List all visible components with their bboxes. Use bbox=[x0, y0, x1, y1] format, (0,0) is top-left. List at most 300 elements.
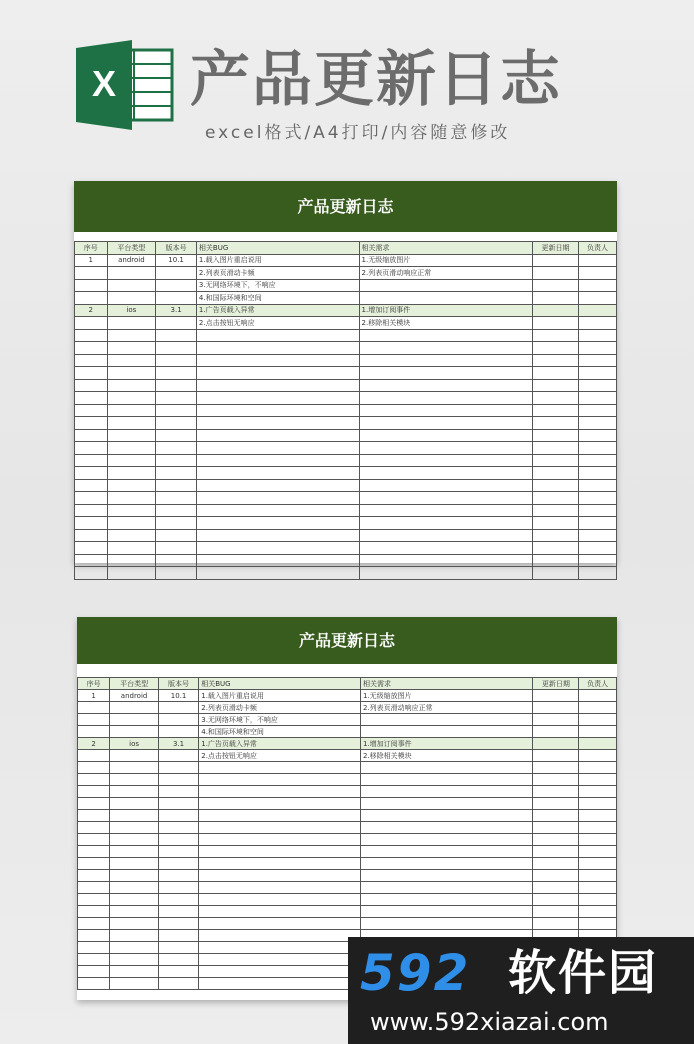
table-cell bbox=[579, 454, 617, 467]
table-cell bbox=[579, 392, 617, 405]
column-header: 序号 bbox=[78, 678, 110, 690]
table-cell bbox=[532, 342, 578, 355]
table-row bbox=[78, 702, 617, 714]
table-cell bbox=[107, 354, 156, 367]
table-cell bbox=[107, 417, 156, 430]
table-cell bbox=[196, 517, 359, 530]
table-cell bbox=[199, 846, 361, 858]
table-cell: android bbox=[110, 690, 159, 702]
table-cell bbox=[579, 567, 617, 580]
table-cell bbox=[199, 954, 361, 966]
empty-row bbox=[75, 454, 617, 467]
table-cell bbox=[199, 834, 361, 846]
sheet-title: 产品更新日志 bbox=[74, 181, 617, 232]
table-cell: 3.1 bbox=[156, 304, 197, 317]
table-cell bbox=[75, 542, 108, 555]
table-cell: 10.1 bbox=[158, 690, 198, 702]
table-cell bbox=[107, 429, 156, 442]
table-cell: 1.增加订阅事件 bbox=[360, 738, 532, 750]
table-cell bbox=[107, 292, 156, 305]
table-cell bbox=[110, 810, 159, 822]
table-cell: 2.列表页滑动响应正常 bbox=[359, 267, 532, 280]
table-cell bbox=[75, 354, 108, 367]
table-cell bbox=[156, 504, 197, 517]
table-row bbox=[75, 292, 617, 305]
table-cell bbox=[75, 567, 108, 580]
table-cell bbox=[78, 906, 110, 918]
table-cell bbox=[196, 442, 359, 455]
table-cell bbox=[579, 529, 617, 542]
table-cell bbox=[158, 894, 198, 906]
table-cell bbox=[78, 810, 110, 822]
empty-row bbox=[75, 342, 617, 355]
table-cell bbox=[359, 442, 532, 455]
table-cell bbox=[199, 810, 361, 822]
table-cell bbox=[75, 279, 108, 292]
table-cell bbox=[75, 392, 108, 405]
table-cell bbox=[532, 392, 578, 405]
table-cell bbox=[579, 367, 617, 380]
table-cell bbox=[360, 918, 532, 930]
empty-row bbox=[78, 834, 617, 846]
table-cell bbox=[156, 479, 197, 492]
table-cell bbox=[359, 567, 532, 580]
table-row bbox=[78, 750, 617, 762]
table-cell bbox=[196, 554, 359, 567]
table-cell: 1 bbox=[75, 254, 108, 267]
table-cell bbox=[533, 750, 579, 762]
table-cell: 1.载入图片重启说用 bbox=[196, 254, 359, 267]
table-cell bbox=[532, 367, 578, 380]
table-cell bbox=[196, 329, 359, 342]
table-cell: 2 bbox=[75, 304, 108, 317]
table-cell bbox=[107, 454, 156, 467]
table-cell bbox=[533, 834, 579, 846]
table-cell bbox=[78, 894, 110, 906]
table-cell bbox=[158, 834, 198, 846]
table-cell bbox=[110, 714, 159, 726]
table-cell bbox=[110, 726, 159, 738]
empty-row bbox=[75, 354, 617, 367]
table-cell bbox=[110, 918, 159, 930]
brand-url: www.592xiazai.com bbox=[370, 1008, 609, 1036]
empty-row bbox=[75, 504, 617, 517]
empty-row bbox=[78, 906, 617, 918]
empty-row bbox=[75, 379, 617, 392]
table-cell: 3.1 bbox=[158, 738, 198, 750]
table-cell bbox=[75, 492, 108, 505]
table-cell bbox=[359, 379, 532, 392]
page-subtitle: excel格式/A4打印/内容随意修改 bbox=[205, 123, 511, 143]
table-cell bbox=[156, 279, 197, 292]
table-cell bbox=[156, 329, 197, 342]
table-cell bbox=[78, 822, 110, 834]
table-row bbox=[78, 714, 617, 726]
table-cell bbox=[75, 529, 108, 542]
table-cell bbox=[78, 942, 110, 954]
table-cell bbox=[579, 846, 617, 858]
column-header: 相关需求 bbox=[359, 242, 532, 255]
table-cell bbox=[359, 454, 532, 467]
empty-row bbox=[78, 918, 617, 930]
table-cell bbox=[359, 517, 532, 530]
table-cell bbox=[196, 354, 359, 367]
table-cell bbox=[579, 417, 617, 430]
table-cell bbox=[533, 858, 579, 870]
table-cell bbox=[196, 504, 359, 517]
table-cell bbox=[532, 467, 578, 480]
table-cell bbox=[533, 810, 579, 822]
empty-row bbox=[78, 894, 617, 906]
table-cell bbox=[532, 317, 578, 330]
table-cell bbox=[156, 354, 197, 367]
table-cell bbox=[579, 870, 617, 882]
table-cell bbox=[579, 786, 617, 798]
table-cell bbox=[110, 930, 159, 942]
table-cell bbox=[158, 822, 198, 834]
empty-row bbox=[75, 329, 617, 342]
table-cell bbox=[359, 392, 532, 405]
table-cell bbox=[78, 786, 110, 798]
table-cell bbox=[196, 367, 359, 380]
table-cell bbox=[579, 918, 617, 930]
table-cell bbox=[532, 354, 578, 367]
table-cell bbox=[156, 392, 197, 405]
table-cell bbox=[107, 342, 156, 355]
column-header: 平台类型 bbox=[107, 242, 156, 255]
table-cell bbox=[579, 798, 617, 810]
table-cell bbox=[78, 882, 110, 894]
table-cell bbox=[75, 517, 108, 530]
table-cell bbox=[196, 404, 359, 417]
table-cell bbox=[75, 342, 108, 355]
table-cell bbox=[107, 329, 156, 342]
table-cell bbox=[532, 554, 578, 567]
table-cell bbox=[199, 966, 361, 978]
table-cell bbox=[75, 554, 108, 567]
table-cell bbox=[156, 492, 197, 505]
sheet-title: 产品更新日志 bbox=[77, 617, 617, 664]
table-cell bbox=[533, 786, 579, 798]
table-cell bbox=[196, 542, 359, 555]
table-cell bbox=[156, 342, 197, 355]
table-cell bbox=[360, 786, 532, 798]
table-cell bbox=[579, 762, 617, 774]
empty-row bbox=[75, 492, 617, 505]
table-cell bbox=[359, 354, 532, 367]
table-cell bbox=[75, 367, 108, 380]
table-cell bbox=[360, 726, 532, 738]
table-cell bbox=[533, 870, 579, 882]
table-cell bbox=[158, 942, 198, 954]
empty-row bbox=[75, 517, 617, 530]
table-cell bbox=[359, 542, 532, 555]
table-cell bbox=[78, 798, 110, 810]
table-cell bbox=[158, 702, 198, 714]
table-cell bbox=[199, 930, 361, 942]
table-cell bbox=[579, 858, 617, 870]
table-cell bbox=[579, 726, 617, 738]
table-cell bbox=[196, 379, 359, 392]
table-cell bbox=[107, 517, 156, 530]
table-cell bbox=[110, 798, 159, 810]
table-cell: 2.列表页滑动卡频 bbox=[199, 702, 361, 714]
table-row bbox=[78, 690, 617, 702]
table-cell bbox=[532, 417, 578, 430]
table-cell: 2.列表页滑动卡频 bbox=[196, 267, 359, 280]
table-cell bbox=[156, 529, 197, 542]
table-cell bbox=[579, 279, 617, 292]
table-cell bbox=[158, 774, 198, 786]
table-cell bbox=[156, 367, 197, 380]
page-header bbox=[0, 0, 694, 170]
empty-row bbox=[78, 858, 617, 870]
column-header: 版本号 bbox=[156, 242, 197, 255]
table-cell bbox=[579, 492, 617, 505]
table-cell: 1.增加订阅事件 bbox=[359, 304, 532, 317]
table-cell bbox=[579, 822, 617, 834]
table-cell bbox=[359, 342, 532, 355]
table-cell bbox=[158, 810, 198, 822]
table-cell bbox=[199, 918, 361, 930]
table-cell: 10.1 bbox=[156, 254, 197, 267]
table-cell bbox=[158, 954, 198, 966]
empty-row bbox=[75, 392, 617, 405]
table-cell bbox=[579, 810, 617, 822]
table-cell bbox=[199, 774, 361, 786]
table-cell bbox=[579, 894, 617, 906]
table-cell bbox=[158, 918, 198, 930]
table-cell: 2.移除相关模块 bbox=[360, 750, 532, 762]
table-cell bbox=[110, 774, 159, 786]
empty-row bbox=[78, 762, 617, 774]
table-cell: 1.无级缩放图片 bbox=[360, 690, 532, 702]
table-cell bbox=[196, 492, 359, 505]
column-header: 相关BUG bbox=[199, 678, 361, 690]
table-cell bbox=[532, 442, 578, 455]
table-cell bbox=[110, 822, 159, 834]
table-cell bbox=[579, 342, 617, 355]
table-cell bbox=[579, 834, 617, 846]
column-header: 序号 bbox=[75, 242, 108, 255]
table-cell bbox=[579, 404, 617, 417]
table-cell bbox=[579, 690, 617, 702]
table-cell: 2.列表页滑动响应正常 bbox=[360, 702, 532, 714]
table-cell bbox=[579, 329, 617, 342]
empty-row bbox=[75, 529, 617, 542]
table-cell bbox=[533, 690, 579, 702]
spreadsheet-preview-1 bbox=[74, 181, 617, 563]
table-cell bbox=[359, 404, 532, 417]
table-cell bbox=[78, 858, 110, 870]
empty-row bbox=[78, 774, 617, 786]
table-cell bbox=[156, 442, 197, 455]
table-cell bbox=[199, 798, 361, 810]
table-cell bbox=[359, 554, 532, 567]
table-cell bbox=[110, 846, 159, 858]
table-cell bbox=[75, 317, 108, 330]
table-cell bbox=[107, 554, 156, 567]
table-cell bbox=[156, 542, 197, 555]
table-cell bbox=[199, 858, 361, 870]
table-cell bbox=[579, 467, 617, 480]
table-cell: 1.广告页载入异常 bbox=[199, 738, 361, 750]
table-cell bbox=[359, 504, 532, 517]
empty-row bbox=[78, 798, 617, 810]
header-row bbox=[78, 678, 617, 690]
table-cell bbox=[78, 834, 110, 846]
table-cell bbox=[196, 392, 359, 405]
table-cell bbox=[533, 714, 579, 726]
table-cell bbox=[110, 786, 159, 798]
brand-logo: 592 bbox=[360, 944, 471, 1002]
table-cell bbox=[110, 834, 159, 846]
table-cell bbox=[360, 762, 532, 774]
table-cell bbox=[107, 404, 156, 417]
table-cell bbox=[75, 329, 108, 342]
table-cell bbox=[75, 504, 108, 517]
table-cell bbox=[78, 714, 110, 726]
table-cell bbox=[75, 429, 108, 442]
table-cell bbox=[199, 762, 361, 774]
table-cell bbox=[107, 492, 156, 505]
table-cell bbox=[579, 304, 617, 317]
table-cell bbox=[107, 267, 156, 280]
table-row bbox=[75, 317, 617, 330]
table-cell bbox=[107, 567, 156, 580]
table-cell bbox=[532, 304, 578, 317]
table-cell bbox=[533, 882, 579, 894]
column-header: 负责人 bbox=[579, 242, 617, 255]
column-header: 版本号 bbox=[158, 678, 198, 690]
empty-row bbox=[75, 404, 617, 417]
table-cell bbox=[107, 279, 156, 292]
table-cell bbox=[158, 858, 198, 870]
empty-row bbox=[75, 554, 617, 567]
table-cell bbox=[360, 882, 532, 894]
table-cell bbox=[110, 762, 159, 774]
table-cell bbox=[110, 906, 159, 918]
table-cell bbox=[107, 392, 156, 405]
table-cell: 4.和国际环境和空间 bbox=[199, 726, 361, 738]
table-cell: ios bbox=[107, 304, 156, 317]
empty-row bbox=[78, 882, 617, 894]
table-cell bbox=[199, 882, 361, 894]
table-cell bbox=[359, 329, 532, 342]
table-cell bbox=[158, 762, 198, 774]
excel-logo-letter: X bbox=[91, 63, 117, 104]
table-cell bbox=[196, 567, 359, 580]
table-cell: 1.广告页载入异常 bbox=[196, 304, 359, 317]
table-cell bbox=[75, 379, 108, 392]
table-cell bbox=[532, 529, 578, 542]
table-cell bbox=[532, 454, 578, 467]
header-row bbox=[75, 242, 617, 255]
table-cell: 2.点击按钮无响应 bbox=[199, 750, 361, 762]
table-cell bbox=[156, 429, 197, 442]
table-cell bbox=[78, 930, 110, 942]
table-cell bbox=[156, 404, 197, 417]
table-cell bbox=[532, 329, 578, 342]
table-cell bbox=[196, 342, 359, 355]
table-cell bbox=[579, 354, 617, 367]
table-cell bbox=[532, 492, 578, 505]
table-cell bbox=[579, 504, 617, 517]
table-cell bbox=[78, 774, 110, 786]
table-cell bbox=[110, 870, 159, 882]
empty-row bbox=[78, 870, 617, 882]
table-cell bbox=[199, 942, 361, 954]
empty-row bbox=[75, 417, 617, 430]
table-cell bbox=[110, 978, 159, 990]
table-cell bbox=[156, 554, 197, 567]
table-cell bbox=[199, 870, 361, 882]
table-cell bbox=[78, 966, 110, 978]
table-cell bbox=[158, 978, 198, 990]
table-cell bbox=[359, 492, 532, 505]
table-cell bbox=[110, 702, 159, 714]
table-cell bbox=[532, 504, 578, 517]
table-cell: 1.载入图片重启说用 bbox=[199, 690, 361, 702]
empty-row bbox=[78, 786, 617, 798]
table-cell bbox=[360, 894, 532, 906]
table-cell bbox=[360, 870, 532, 882]
table-cell bbox=[110, 858, 159, 870]
table-cell bbox=[78, 726, 110, 738]
table-cell bbox=[533, 738, 579, 750]
table-cell bbox=[158, 870, 198, 882]
table-cell bbox=[78, 750, 110, 762]
sheet-table bbox=[74, 241, 617, 580]
table-cell bbox=[156, 417, 197, 430]
table-cell bbox=[579, 429, 617, 442]
table-cell bbox=[156, 467, 197, 480]
table-cell bbox=[359, 529, 532, 542]
table-cell bbox=[579, 774, 617, 786]
table-cell bbox=[532, 517, 578, 530]
table-cell bbox=[533, 762, 579, 774]
table-cell bbox=[158, 798, 198, 810]
table-cell bbox=[533, 894, 579, 906]
table-row bbox=[75, 254, 617, 267]
table-cell bbox=[579, 542, 617, 555]
table-cell bbox=[75, 467, 108, 480]
table-cell bbox=[78, 702, 110, 714]
table-cell bbox=[107, 529, 156, 542]
table-cell bbox=[75, 479, 108, 492]
empty-row bbox=[75, 442, 617, 455]
table-cell bbox=[156, 267, 197, 280]
table-cell bbox=[359, 467, 532, 480]
table-cell bbox=[360, 846, 532, 858]
table-cell bbox=[532, 267, 578, 280]
table-cell bbox=[107, 379, 156, 392]
table-row bbox=[78, 738, 617, 750]
empty-row bbox=[78, 822, 617, 834]
table-cell bbox=[532, 542, 578, 555]
table-row bbox=[75, 279, 617, 292]
column-header: 更新日期 bbox=[532, 242, 578, 255]
table-cell bbox=[579, 254, 617, 267]
table-cell bbox=[107, 442, 156, 455]
empty-row bbox=[75, 567, 617, 580]
table-cell bbox=[579, 442, 617, 455]
table-cell bbox=[532, 279, 578, 292]
table-cell bbox=[360, 834, 532, 846]
table-cell bbox=[110, 966, 159, 978]
table-cell bbox=[156, 379, 197, 392]
table-cell bbox=[156, 292, 197, 305]
